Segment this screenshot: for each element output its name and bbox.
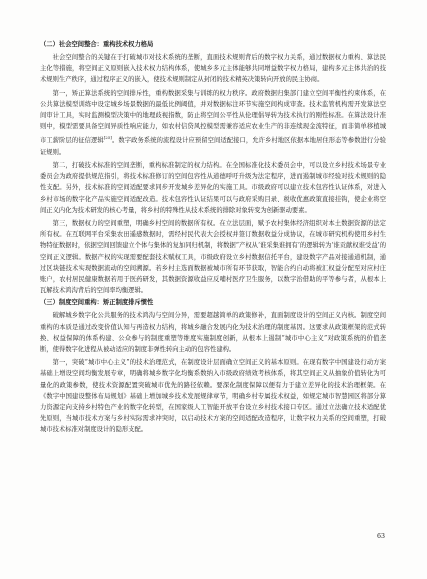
citation-reference: [25] (103, 135, 112, 141)
paragraph-institutional-intro: 破解城乡数字化公共服务的技术鸿沟与空间分异，需要超越简单的政策修补，直面制度设计的空间正义内核。制度空间重构的本质是通过改变价值认知与再造权力结构，将城乡融合发展内化为技术治理的制度基因。这要求从政策框架的范式转换、权益保障的体系构建、公众参与的制度重塑等维度实施制度创新，从根本上遏制“城市中心主义”对政策系统的价值垄断，使得数字化进程从被动适应的制度非弹性转向主动的包容性建构。 (40, 312, 386, 353)
paragraph-intro-social: 社会空间整合的关键在于打破城市对技术系统的垄断，直面技术规则背后的数字权力关系，通过数据权力重构、算法民主化等措施，将空间正义原则嵌入技术权力结构体系，使城乡多元主体能够共同增益数字权力格局，建构多元主体共治的技术规则生产秩序，通过程序正义的嵌入，使技术规则制定从封闭的技术精英决策转向开放的民主协商。 (40, 54, 386, 84)
section-heading-social-space: （二）社会空间整合：重构技术权力格局 (40, 41, 154, 48)
paragraph-algorithm-exclusion (40, 88, 386, 158)
paragraph-algorithm-exclusion-tail: 。数字政务系统的流程设计应预留空间适配接口，允许乡村地区依据本地居住形态等参数进行分验证规则。 (40, 137, 387, 156)
paragraph-algorithm-exclusion-text: 第一，矫正算法系统的空间排斥性，重构数据采集与训练的权力秩序。政府数据归集部门建立空间平衡性约束体系，在公共算法模型训练中设定城乡场景数据的最低比例阈值，并对数据标注环节实施空间构成审查。技术监管机构需开发算法空间审计工具，实时监测模型决策中的地理歧视指数，防止将空间公平性从伦理倡导转为技术执行的刚性标准。在算法设计准则中，模型需要具备空间异质性响应能力，如农村信贷风控模型需兼容适应农业生产的非连续现金流特征，而非简单移植城市工薪阶层的征信逻辑 (40, 89, 386, 145)
page-body (40, 40, 386, 438)
paragraph-data-ownership: 第三，数据权力的空间重塑，明确乡村空间的数据所有权。在立法层面，赋予农村集体经济组织对本土数据资源的法定所有权。在互联网平台采集农田遥感数据时，需经村民代表大会授权并签订数据收益分成协议，在城市研究机构使用乡村生物特征数据时，依据空间回馈建立个体与集体的复加同归机制，将数据“产权从‘谁采集谁拥有’的逻辑转为‘谁贡献权谁受益’的空间正义逻辑。数据产权的实现需要配套技术赋权工具，市级政府设立乡村数据信托平台，建设数字产品对接通道机制，通过区块链技术实现数据流动的空间溯源。若乡村主选面数据被城市所有环节获取，智能合约自动将被汇权益分配至对应村庄账户，农村居民健康数据若用于医药研发，其数据资源收益应反哺村医疗卫生服务，以数字治借助的平等参与者，从根本上瓦解技术鸿沟背后的空间率均衡逻辑。 (40, 219, 386, 295)
section-heading-institutional-space: （三）制度空间重构：矫正制度排斥惯性 (40, 299, 154, 307)
paragraph-urban-centrism: 第一，突破“城市中心主义”的技术治理范式，在制度设计层面确立空间正义的基本原则。在现有数字中国建设行动方案基础上增设空间均衡发展专章，明确将城乡数字化均衡系数纳入市级政府绩效考核体系，将其空间正义从抽象价值转化为可量化的政策参数，使技术资源配置突破城市优先的路径依赖。要深化制度保障以便有力于建立差异化的技术治理框架。在《数字中国建设整体布局规划》基础上增加城乡技术发展规律章节，明确乡村专属技术权益，如规定城市智慧园区将部分算力资源定向支持乡村特色产业的数字化转型，在国家级人工智能开放平台设立乡村技术接口专区。通过立法确立技术适配优先原则，当城市技术方案与乡村实际需求冲突时，以启动技术方案的空间适配改造程序，让数字权力关系的空间重塑，打破城市技术标准对制度设计的隐形支配。 (40, 359, 386, 434)
paragraph-technical-standards: 第二，打破技术标准的空间垄断，重构标准制定的权力结构。在全国标准化技术委员会中，可以设立乡村技术场景专业委员会为政府提供规范指引，将技术标准修订的空间包容性从道德呼吁升级为法定程序，进而遏制城市经验对技术规则的隐性支配。另外，技术标准的空间适配要求同步开发城乡差异化的实施工具。市级政府可以建立技术包容性认证体系，对进入乡村市场的数字化产品实施空间适配改造。技术包容性认证结果可以与政府采购目录、税收优惠政策直接挂钩，使企业将空间正义内化为技术研发的核心考量，将乡村的特殊性从技术系统的排除对象转变为创新驱动要素。 (40, 161, 386, 214)
page-number: 63 (376, 533, 385, 540)
